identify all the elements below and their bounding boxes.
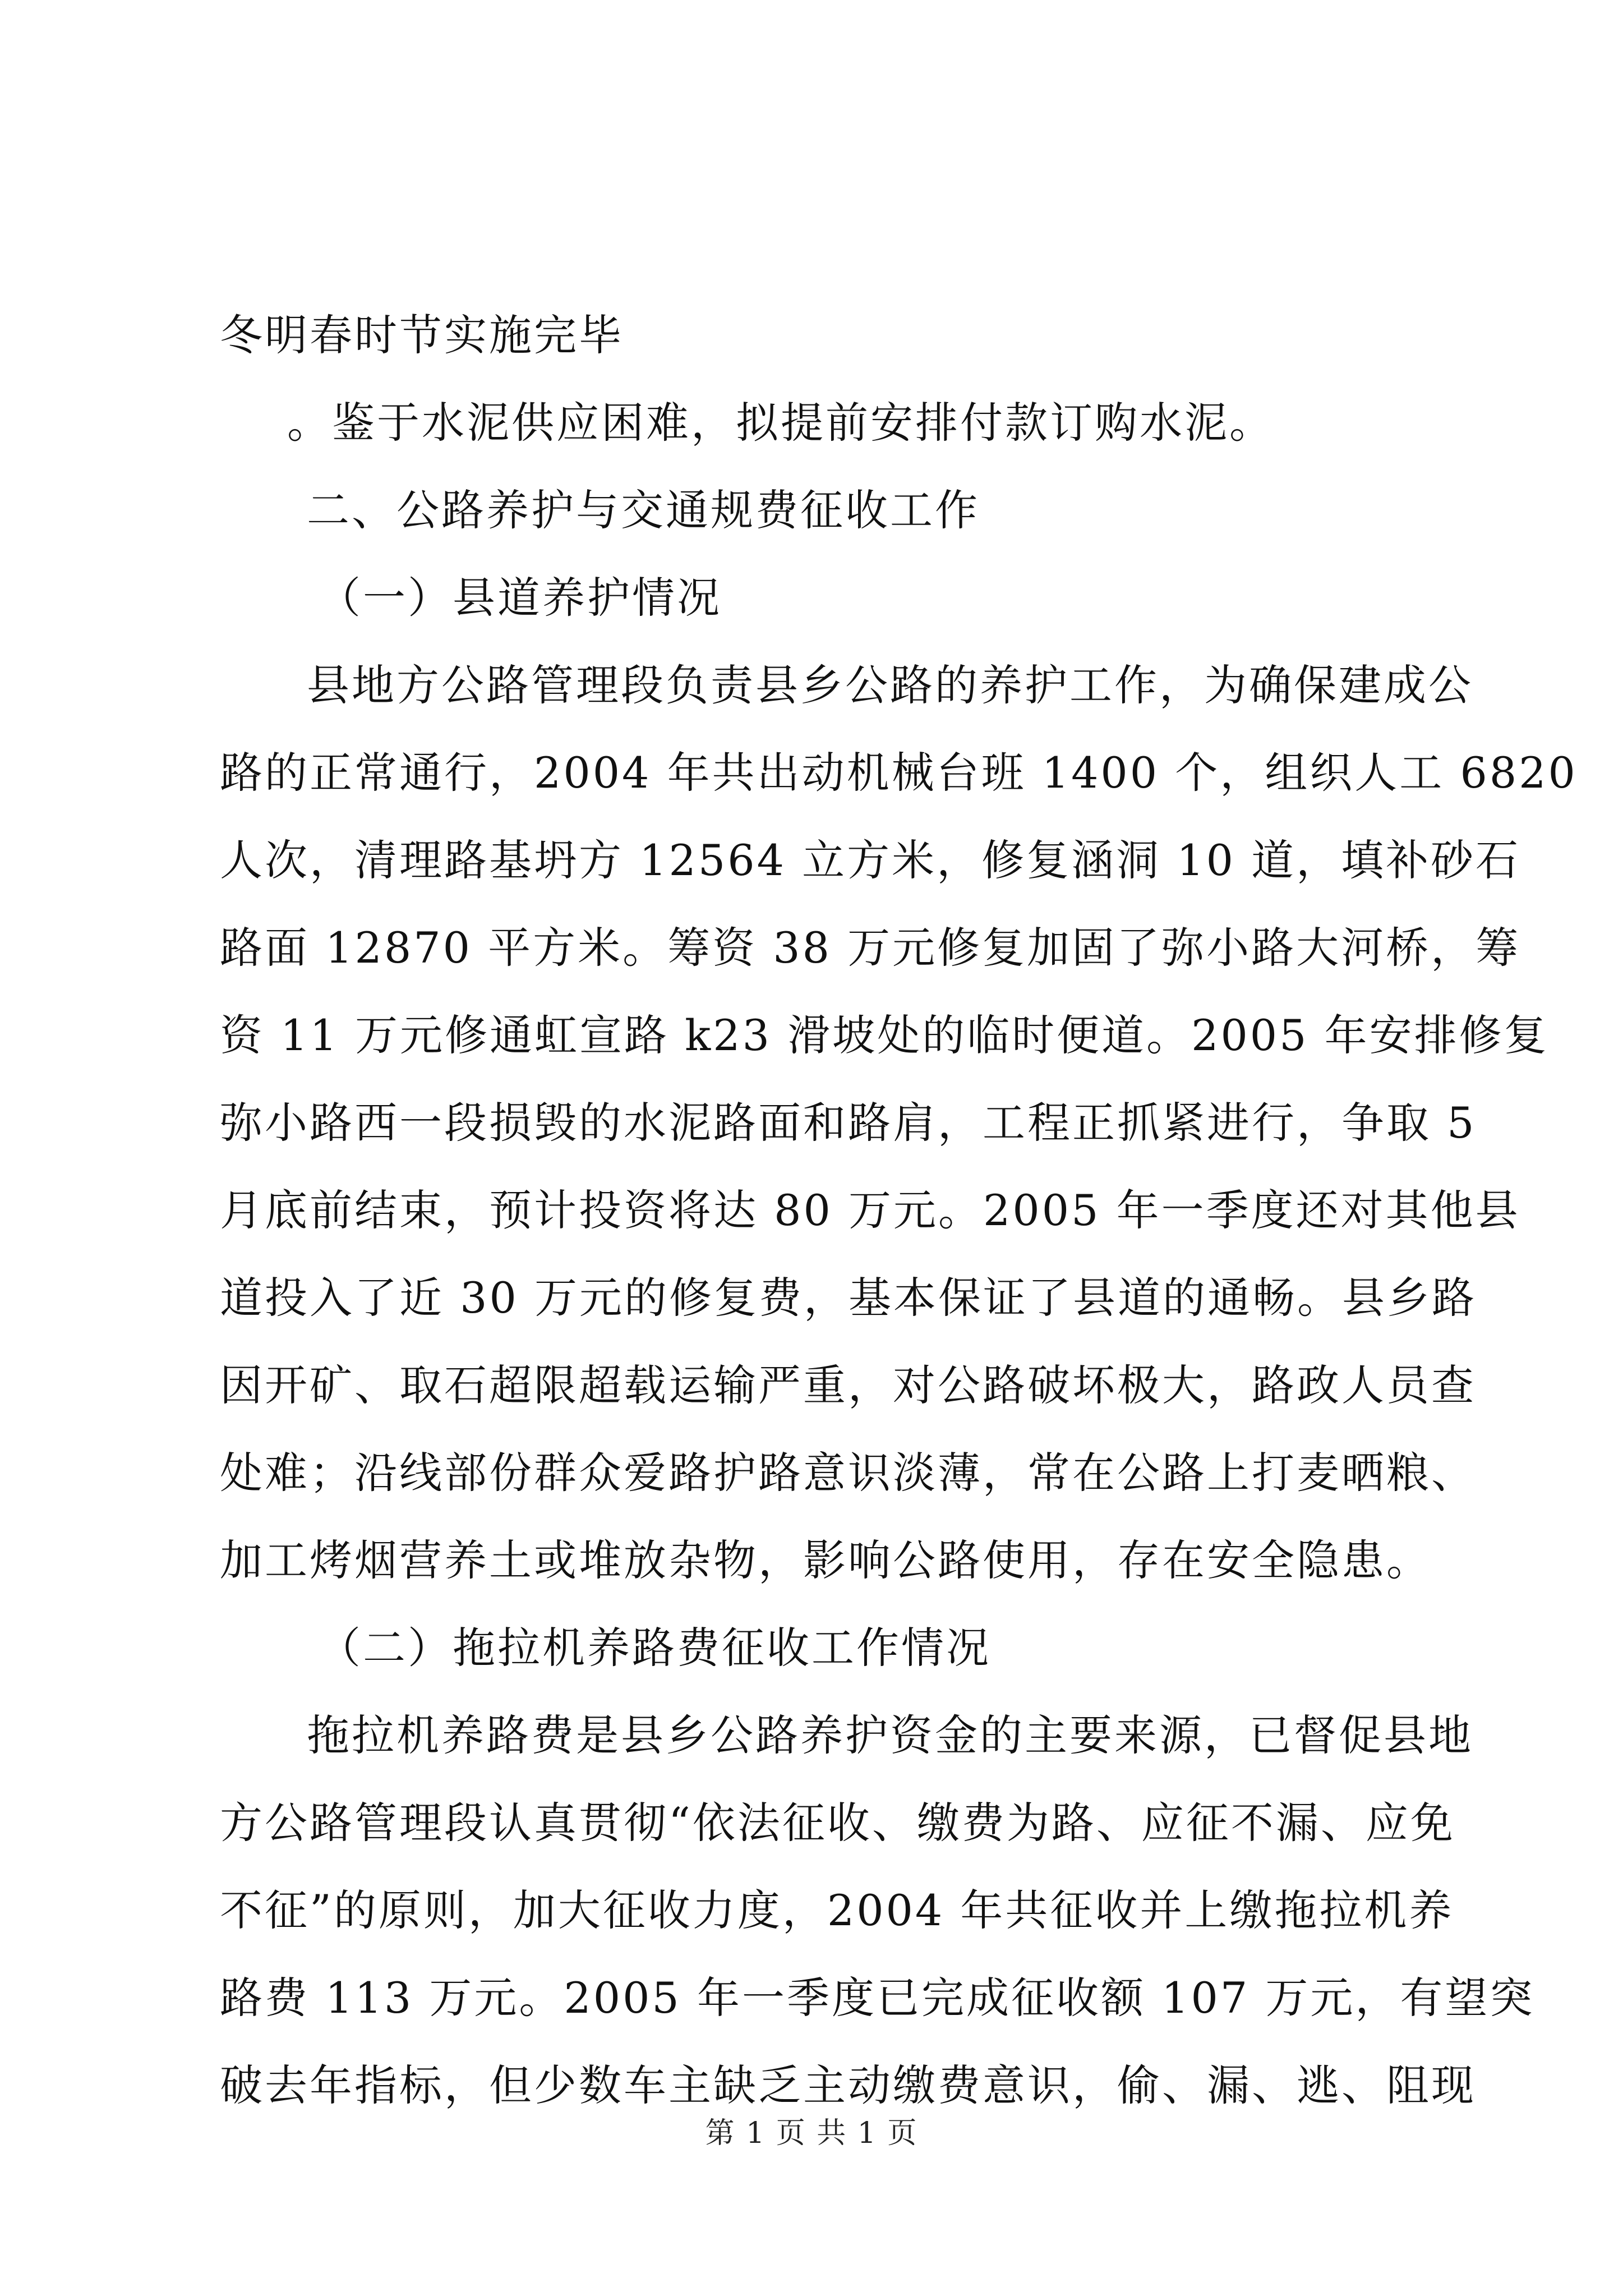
page-number-label: 第 1 页 共 1 页	[705, 2116, 918, 2150]
page-footer	[0, 2109, 1623, 2151]
text-line: 。鉴于水泥供应困难，拟提前安排付款订购水泥。	[287, 398, 1274, 448]
text-line: 月底前结束，预计投资将达 80 万元。2005 年一季度还对其他县	[220, 1185, 1520, 1235]
text-line: 路费 113 万元。2005 年一季度已完成征收额 107 万元，有望突	[220, 1973, 1535, 2023]
text-line: 弥小路西一段损毁的水泥路面和路肩，工程正抓紧进行，争取 5	[220, 1098, 1477, 1148]
text-line: 路的正常通行，2004 年共出动机械台班 1400 个，组织人工 6820	[220, 748, 1578, 798]
paragraph-start: 县地方公路管理段负责县乡公路的养护工作，为确保建成公	[307, 660, 1473, 710]
text-line: 处难；沿线部份群众爱路护路意识淡薄，常在公路上打麦晒粮、	[220, 1448, 1476, 1498]
text-line: 破去年指标，但少数车主缺乏主动缴费意识，偷、漏、逃、阻现	[220, 2060, 1476, 2110]
text-line: 方公路管理段认真贯彻“依法征收、缴费为路、应征不漏、应免	[220, 1798, 1455, 1848]
subsection-heading: （一）县道养护情况	[318, 573, 722, 623]
paragraph-start: 拖拉机养路费是县乡公路养护资金的主要来源，已督促县地	[307, 1710, 1473, 1760]
text-line: 加工烤烟营养土或堆放杂物，影响公路使用，存在安全隐患。	[220, 1535, 1431, 1585]
text-line: 资 11 万元修通虹宣路 k23 滑坡处的临时便道。2005 年安排修复	[220, 1010, 1549, 1060]
section-heading: 二、公路养护与交通规费征收工作	[307, 485, 980, 535]
subsection-heading: （二）拖拉机养路费征收工作情况	[318, 1623, 991, 1673]
text-line: 路面 12870 平方米。筹资 38 万元修复加固了弥小路大河桥，筹	[220, 923, 1521, 973]
document-body	[220, 292, 1578, 2129]
text-line: 道投入了近 30 万元的修复费，基本保证了县道的通畅。县乡路	[220, 1273, 1477, 1323]
text-line: 因开矿、取石超限超载运输严重，对公路破坏极大，路政人员查	[220, 1360, 1476, 1410]
text-line: 人次，清理路基坍方 12564 立方米，修复涵洞 10 道，填补砂石	[220, 835, 1521, 885]
text-line: 冬明春时节实施完毕	[220, 310, 624, 360]
text-line: 不征”的原则，加大征收力度，2004 年共征收并上缴拖拉机养	[220, 1885, 1454, 1935]
